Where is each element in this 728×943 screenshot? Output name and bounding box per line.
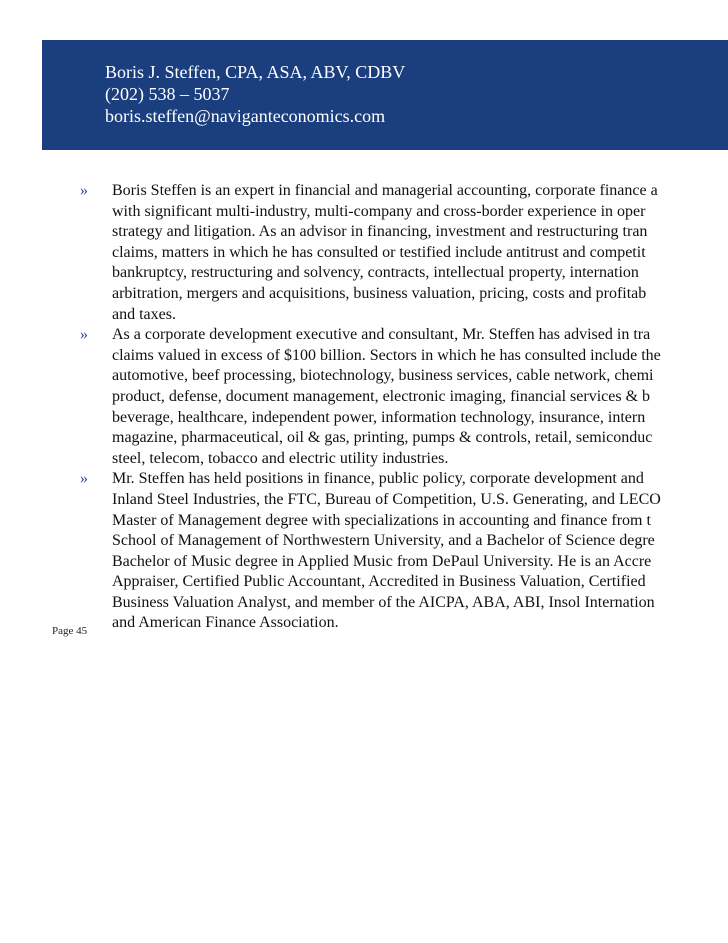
- bio-bullet-expertise: [70, 181, 728, 325]
- contact-email: boris.steffen@naviganteconomics.com: [105, 106, 386, 126]
- bio-bullet-positions: [70, 469, 728, 634]
- contact-phone: (202) 538 – 5037: [105, 84, 230, 104]
- bullet-line: Bachelor of Music degree in Applied Music from DePaul University. He is an Accre: [112, 552, 652, 570]
- contact-name: Boris J. Steffen, CPA, ASA, ABV, CDBV: [105, 62, 406, 82]
- bio-list: [70, 181, 728, 632]
- bullet-marker-icon: »: [80, 470, 88, 488]
- bullet-line: bankruptcy, restructuring and solvency, contracts, intellectual property, internation: [112, 264, 639, 282]
- bio-bullet-sectors: [70, 325, 728, 469]
- bullet-line: claims, matters in which he has consulted or testified include antitrust and competit: [112, 243, 646, 261]
- bullet-line: and taxes.: [112, 305, 176, 323]
- bullet-line: Master of Management degree with specializations in accounting and finance from t: [112, 511, 651, 529]
- bullet-line: Business Valuation Analyst, and member of the AICPA, ABA, ABI, Insol Internation: [112, 593, 655, 611]
- bullet-line: Boris Steffen is an expert in financial and managerial accounting, corporate finance a: [112, 182, 658, 199]
- bullet-line: product, defense, document management, electronic imaging, financial services & b: [112, 387, 651, 405]
- header-band: [42, 40, 728, 150]
- bullet-line: claims valued in excess of $100 billion. Sectors in which he has consulted include the: [112, 346, 661, 364]
- bullet-line: and American Finance Association.: [112, 614, 339, 632]
- bullet-line: automotive, beef processing, biotechnology, business services, cable network, chemi: [112, 367, 654, 385]
- bullet-line: School of Management of Northwestern University, and a Bachelor of Science degre: [112, 532, 655, 550]
- bullet-marker-icon: »: [80, 182, 88, 199]
- bullet-line: arbitration, mergers and acquisitions, business valuation, pricing, costs and profitab: [112, 284, 647, 302]
- bullet-line: Appraiser, Certified Public Accountant, Accredited in Business Valuation, Certified: [112, 573, 646, 591]
- bullet-line: strategy and litigation. As an advisor in financing, investment and restructuring tran: [112, 223, 648, 241]
- bullet-line: steel, telecom, tobacco and electric utility industries.: [112, 449, 449, 467]
- bullet-line: As a corporate development executive and consultant, Mr. Steffen has advised in tra: [112, 326, 651, 344]
- page-number: Page 45: [52, 625, 88, 637]
- bullet-marker-icon: »: [80, 326, 88, 344]
- bullet-line: Mr. Steffen has held positions in finance, public policy, corporate development and: [112, 470, 644, 488]
- bullet-line: with significant multi-industry, multi-company and cross-border experience in oper: [112, 202, 646, 220]
- contact-block: [105, 61, 405, 127]
- bullet-line: Inland Steel Industries, the FTC, Bureau of Competition, U.S. Generating, and LECO: [112, 490, 661, 508]
- bullet-line: beverage, healthcare, independent power, information technology, insurance, intern: [112, 408, 646, 426]
- bullet-line: magazine, pharmaceutical, oil & gas, printing, pumps & controls, retail, semiconduc: [112, 429, 653, 447]
